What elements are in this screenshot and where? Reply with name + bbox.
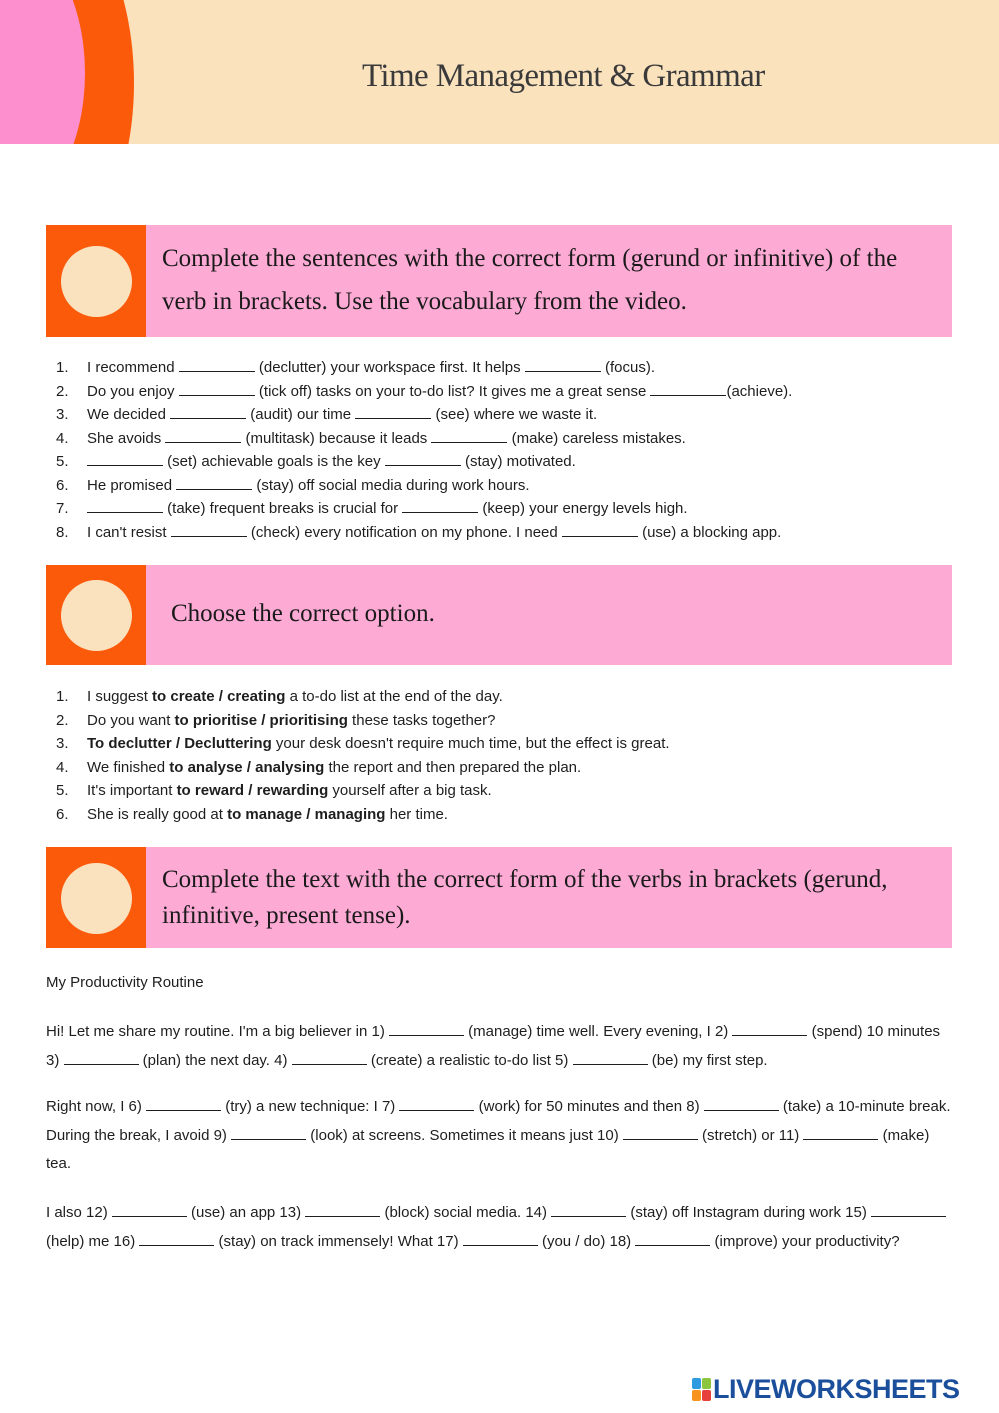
option-choice[interactable]: to reward / rewarding — [176, 782, 329, 799]
answer-blank[interactable] — [171, 524, 247, 537]
answer-blank[interactable] — [179, 359, 255, 372]
list-item: 6. He promised (stay) off social media during work hours. — [56, 476, 530, 494]
paragraph-1: Hi! Let me share my routine. I'm a big believer in 1) (manage) time well. Every evening, I 2) (spend) 10 minutes 3) (plan) the next day. 4) (create) a realistic to-do list 5) (be) my first step. — [46, 1023, 941, 1069]
answer-blank[interactable] — [871, 1204, 946, 1217]
list-item: 3. To declutter / Decluttering your desk doesn't require much time, but the effect is great. — [56, 735, 670, 752]
answer-blank[interactable] — [146, 1098, 221, 1111]
answer-blank[interactable] — [292, 1052, 367, 1065]
answer-blank[interactable] — [231, 1127, 306, 1140]
list-item: 1. I recommend (declutter) your workspace first. It helps (focus). — [56, 359, 655, 376]
answer-blank[interactable] — [551, 1204, 626, 1217]
decorative-arc-pink — [0, 0, 85, 144]
answer-blank[interactable] — [431, 430, 507, 443]
logo-tile — [702, 1390, 711, 1401]
answer-blank[interactable] — [355, 406, 431, 419]
answer-blank[interactable] — [87, 500, 163, 513]
answer-blank[interactable] — [389, 1023, 464, 1036]
section-3-banner — [46, 847, 952, 948]
answer-blank[interactable] — [463, 1233, 538, 1246]
section-2-list — [56, 685, 670, 826]
list-item: 3. We decided (audit) our time (see) where we waste it. — [56, 406, 598, 423]
list-item: 4. She avoids (multitask) because it leads (make) careless mistakes. — [56, 429, 686, 447]
banner-side-block — [46, 847, 146, 948]
answer-blank[interactable] — [165, 430, 241, 443]
banner-circle-icon — [61, 580, 132, 651]
answer-blank[interactable] — [176, 477, 252, 490]
list-item: 5. It's important to reward / rewarding yourself after a big task. — [56, 782, 492, 799]
paragraph-3: I also 12) (use) an app 13) (block) social media. 14) (stay) off Instagram during work 15) (help) me 16) (stay) on track immensely! What 17) (you / do) 18) (improve) your productivity? — [46, 1199, 952, 1256]
logo-text: LIVEWORKSHEETS — [713, 1374, 960, 1404]
answer-blank[interactable] — [635, 1233, 710, 1246]
answer-blank[interactable] — [385, 453, 461, 466]
option-choice[interactable]: to analyse / analysing — [169, 758, 325, 776]
option-choice[interactable]: to create / creating — [152, 688, 286, 705]
section-2-instruction: Choose the correct option. — [171, 600, 435, 627]
option-choice[interactable]: To declutter / Decluttering — [87, 735, 272, 752]
option-choice[interactable]: to prioritise / prioritising — [174, 711, 348, 729]
logo-tile — [692, 1378, 701, 1389]
liveworksheets-logo-icon — [692, 1378, 711, 1401]
banner-side-block — [46, 225, 146, 337]
section-3-instruction: Complete the text with the correct form of the verbs in brackets (gerund, infinitive, present tense). — [162, 866, 888, 929]
answer-blank[interactable] — [170, 406, 246, 419]
answer-blank[interactable] — [179, 383, 255, 396]
list-item: 1. I suggest to create / creating a to-do list at the end of the day. — [56, 688, 503, 705]
banner-circle-icon — [61, 246, 132, 317]
option-choice[interactable]: to manage / managing — [227, 805, 386, 823]
section-1-banner — [46, 225, 952, 337]
answer-blank[interactable] — [87, 453, 163, 466]
list-item: 4. We finished to analyse / analysing the report and then prepared the plan. — [56, 758, 582, 776]
section-1-instruction: Complete the sentences with the correct form (gerund or infinitive) of the verb in brackets. Use the vocabulary from the video. — [162, 245, 898, 315]
page-title: Time Management & Grammar — [362, 58, 765, 94]
answer-blank[interactable] — [704, 1098, 779, 1111]
page-header — [0, 0, 999, 144]
list-item: 2. Do you want to prioritise / prioritising these tasks together? — [56, 711, 496, 729]
logo-tile — [692, 1390, 701, 1401]
answer-blank[interactable] — [305, 1204, 380, 1217]
answer-blank[interactable] — [803, 1127, 878, 1140]
answer-blank[interactable] — [732, 1023, 807, 1036]
banner-side-block — [46, 565, 146, 665]
answer-blank[interactable] — [402, 500, 478, 513]
banner-circle-icon — [61, 863, 132, 934]
answer-blank[interactable] — [623, 1127, 698, 1140]
list-item: 2. Do you enjoy (tick off) tasks on your to-do list? It gives me a great sense (achieve). — [56, 382, 793, 400]
answer-blank[interactable] — [64, 1052, 139, 1065]
section-2-banner — [46, 565, 952, 665]
list-item: 5. (set) achievable goals is the key (stay) motivated. — [56, 453, 576, 470]
section-1-list — [56, 356, 792, 544]
answer-blank[interactable] — [525, 359, 601, 372]
answer-blank[interactable] — [139, 1233, 214, 1246]
answer-blank[interactable] — [562, 524, 638, 537]
list-item: 6. She is really good at to manage / managing her time. — [56, 805, 448, 823]
list-item: 7. (take) frequent breaks is crucial for (keep) your energy levels high. — [56, 500, 688, 517]
liveworksheets-logo — [692, 1374, 960, 1404]
answer-blank[interactable] — [573, 1052, 648, 1065]
list-item: 8. I can't resist (check) every notification on my phone. I need (use) a blocking app. — [56, 523, 782, 541]
answer-blank[interactable] — [650, 383, 726, 396]
answer-blank[interactable] — [112, 1204, 187, 1217]
text-title: My Productivity Routine — [46, 974, 204, 991]
paragraph-2: Right now, I 6) (try) a new technique: I 7) (work) for 50 minutes and then 8) (take) a 10-minute break. During the break, I avoid 9) (look) at screens. Sometimes it means just 10) (stretch) or 11) (make) tea. — [46, 1098, 951, 1172]
logo-tile — [702, 1378, 711, 1389]
answer-blank[interactable] — [399, 1098, 474, 1111]
